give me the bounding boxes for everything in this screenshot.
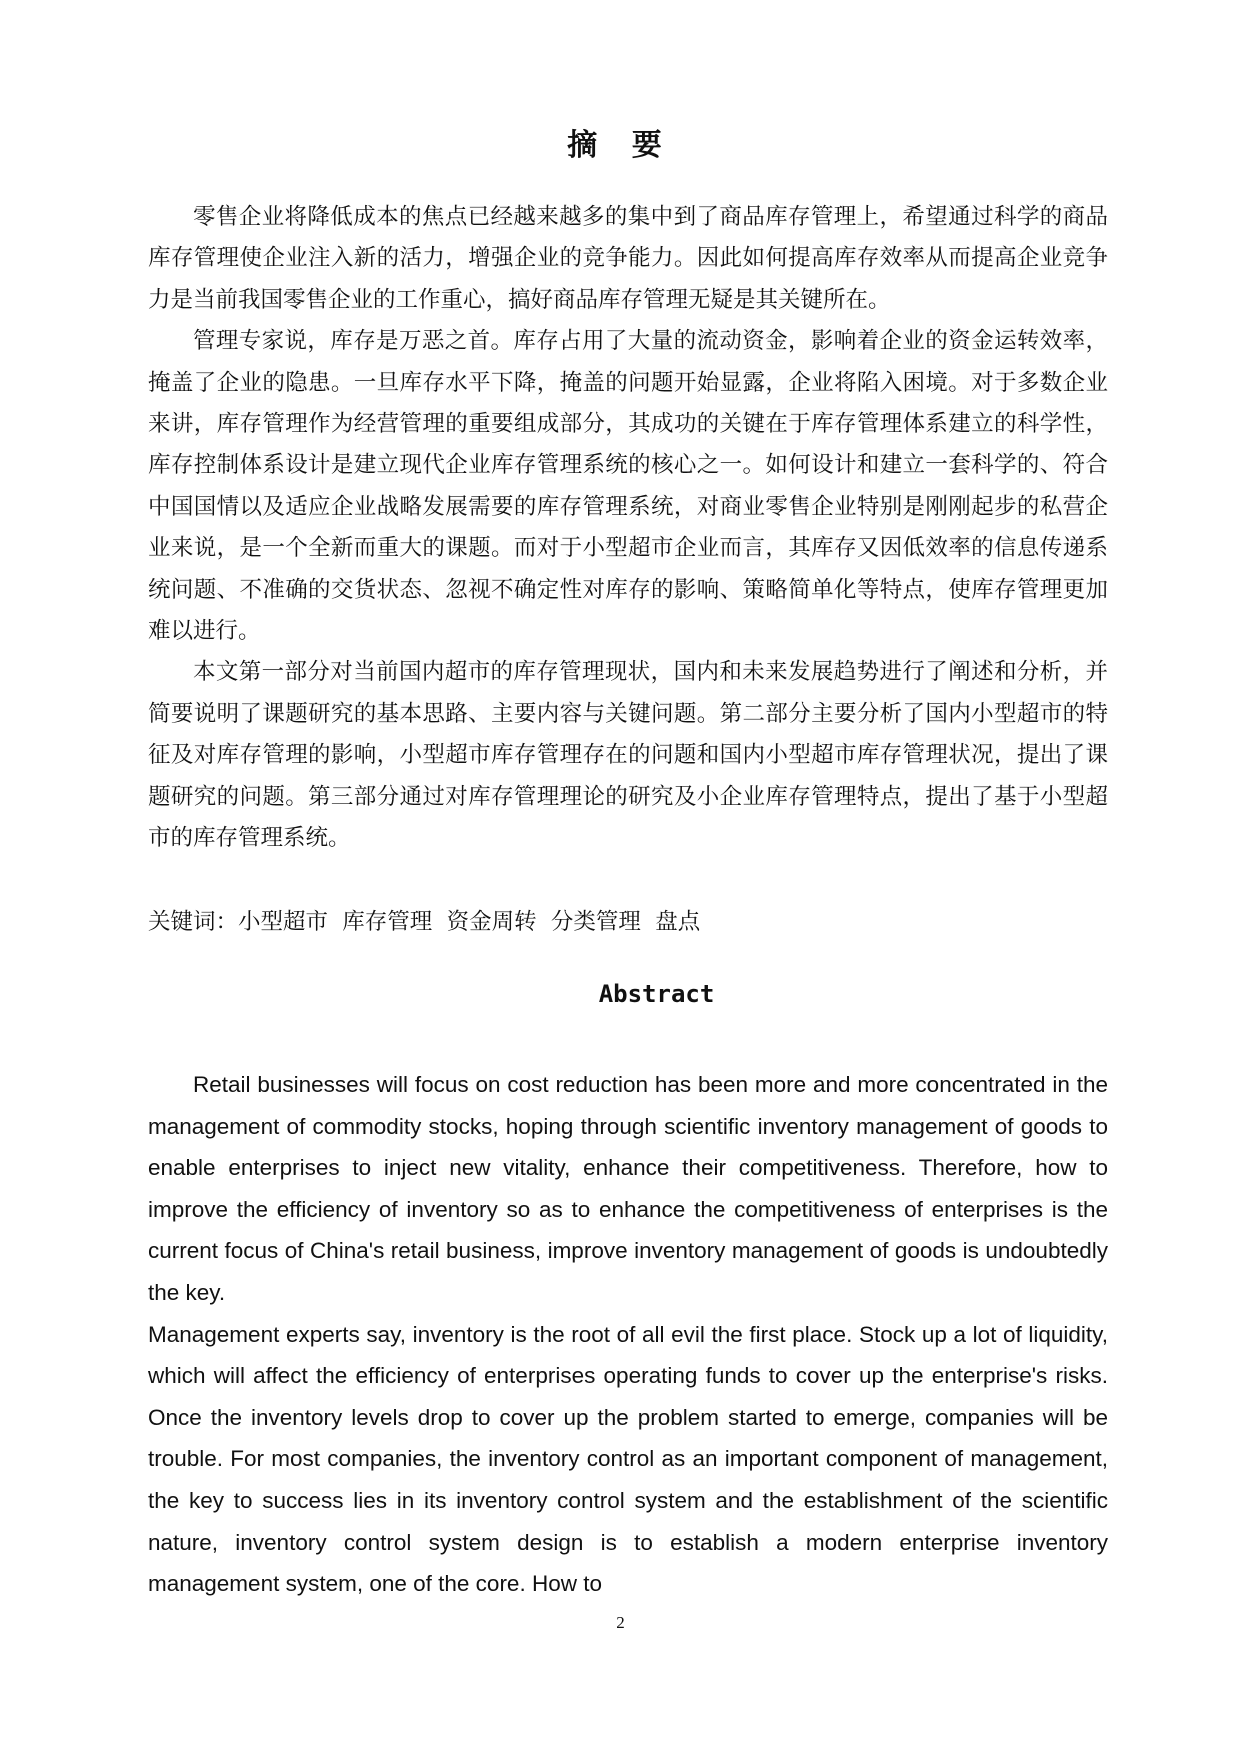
abstract-en-paragraph: Retail businesses will focus on cost reduction has been more and more concentrated in the management of commodity stocks, hoping through scientific inventory management of goods to enable enterprises to inject new vitality, enhance their competitiveness. Therefore, how to improve the efficiency of inventory so as to enhance the competitiveness of enterprises is the current focus of China's retail business, improve inventory management of goods is undoubtedly the key.: [148, 1072, 1108, 1305]
page-number: 2: [616, 1613, 625, 1632]
abstract-cn-paragraph: 零售企业将降低成本的焦点已经越来越多的集中到了商品库存管理上，希望通过科学的商品库存管理使企业注入新的活力，增强企业的竞争能力。因此如何提高库存效率从而提高企业竞争力是当前我国零售企业的工作重心，搞好商品库存管理无疑是其关键所在。: [148, 204, 1108, 313]
abstract-cn-title: 摘 要: [567, 128, 674, 163]
abstract-cn-paragraph: 管理专家说，库存是万恶之首。库存占用了大量的流动资金，影响着企业的资金运转效率，掩盖了企业的隐患。一旦库存水平下降，掩盖的问题开始显露，企业将陷入困境。对于多数企业来讲，库存管理作为经营管理的重要组成部分，其成功的关键在于库存管理体系建立的科学性，库存控制体系设计是建立现代企业库存管理系统的核心之一。如何设计和建立一套科学的、符合中国国情以及适应企业战略发展需要的库存管理系统，对商业零售企业特别是刚刚起步的私营企业来说，是一个全新而重大的课题。而对于小型超市企业而言，其库存又因低效率的信息传递系统问题、不准确的交货状态、忽视不确定性对库存的影响、策略简单化等特点，使库存管理更加难以进行。: [148, 328, 1108, 645]
abstract-en-paragraph: Management experts say, inventory is the root of all evil the first place. Stock up a lot of liquidity, which will affect the efficiency of enterprises operating funds to cover up the enterprise's risks. Once the inventory levels drop to cover up the problem started to emerge, companies will be trouble. For most companies, the inventory control as an important component of management, the key to success lies in its inventory control system and the establishment of the scientific nature, inventory control system design is to establish a modern enterprise inventory management system, one of the core. How to: [148, 1321, 1108, 1597]
keywords-line: 关键词：小型超市 库存管理 资金周转 分类管理 盘点: [148, 909, 701, 935]
abstract-en-body: [148, 1064, 1108, 1605]
abstract-cn-paragraph: 本文第一部分对当前国内超市的库存管理现状，国内和未来发展趋势进行了阐述和分析，并简要说明了课题研究的基本思路、主要内容与关键问题。第二部分主要分析了国内小型超市的特征及对库存管理的影响，小型超市库存管理存在的问题和国内小型超市库存管理状况，提出了课题研究的问题。第三部分通过对库存管理理论的研究及小企业库存管理特点，提出了基于小型超市的库存管理系统。: [148, 659, 1108, 852]
abstract-cn-body: [148, 197, 1108, 860]
abstract-en-title: Abstract: [598, 980, 715, 1008]
